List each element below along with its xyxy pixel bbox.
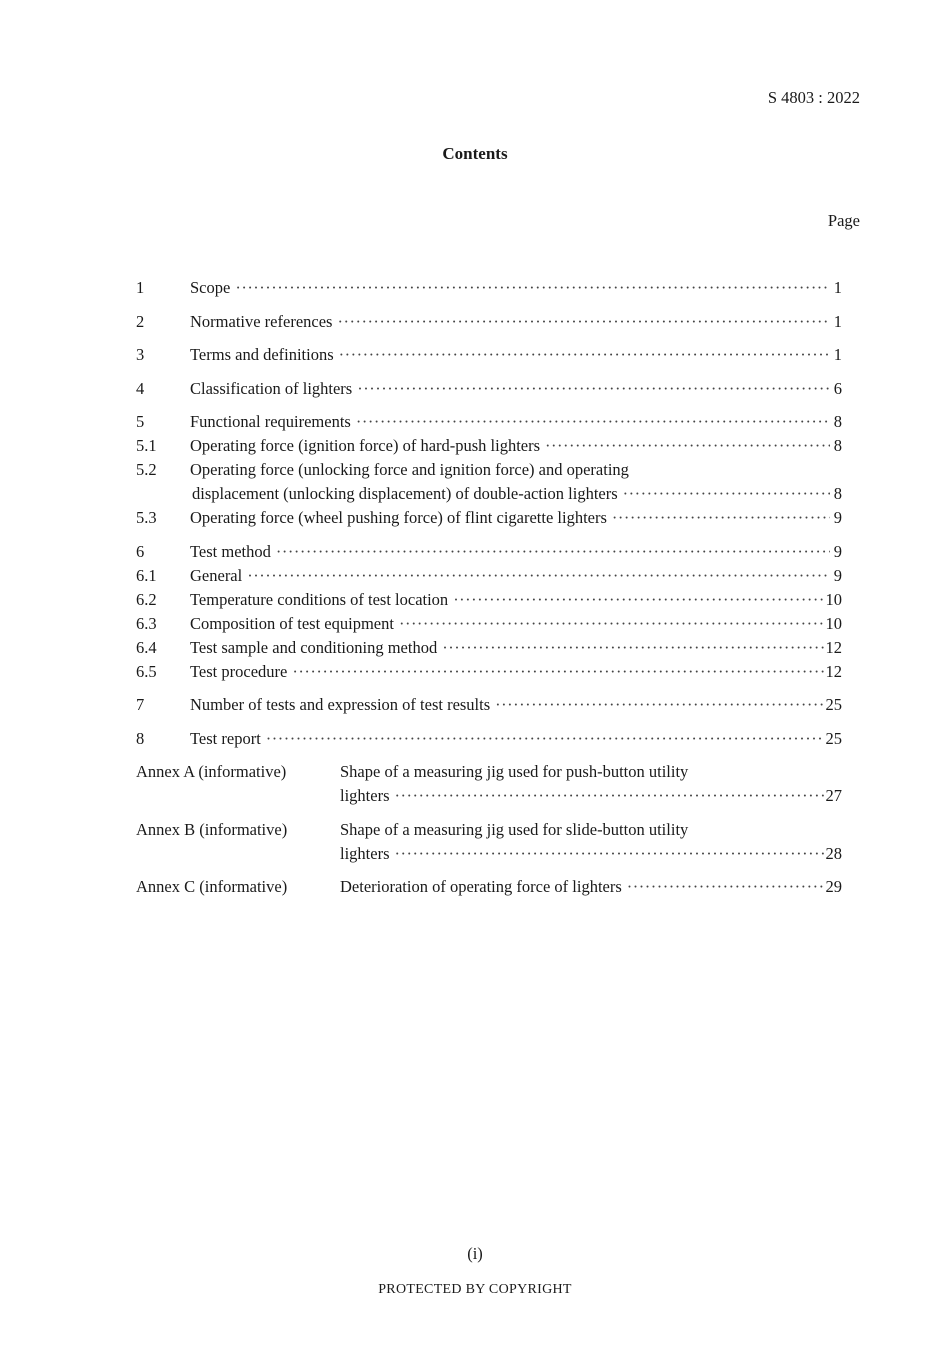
standard-number: S 4803 : 2022: [767, 88, 860, 107]
toc-entry-1[interactable]: [136, 276, 842, 300]
leader-dots: [442, 636, 823, 660]
toc-entry-5-1[interactable]: [136, 434, 842, 458]
toc-title: Operating force (ignition force) of hard-push lighters: [190, 436, 541, 455]
toc-number: 2: [136, 311, 145, 331]
toc-page: 8: [833, 436, 842, 455]
toc-title-continued: lighters: [340, 786, 390, 805]
toc-number: 6.4: [136, 637, 157, 657]
toc-number: 6.2: [136, 589, 157, 609]
table-of-contents: [136, 276, 842, 899]
toc-entry-6-3[interactable]: [136, 612, 842, 636]
leader-dots: [247, 564, 830, 588]
leader-dots: [356, 410, 830, 434]
toc-title: Deterioration of operating force of lighters: [340, 877, 622, 896]
toc-page: 29: [825, 877, 842, 896]
toc-title: Test method: [190, 541, 271, 561]
toc-title: Functional requirements: [190, 412, 351, 431]
toc-page: 12: [825, 661, 842, 681]
toc-page: 25: [825, 728, 842, 748]
toc-title: Composition of test equipment: [190, 613, 394, 633]
toc-number: 3: [136, 345, 145, 364]
toc-number: 1: [136, 278, 145, 297]
toc-page: 9: [833, 541, 842, 561]
leader-dots: [395, 784, 824, 808]
toc-title: Shape of a measuring jig used for slide-button utility: [340, 819, 689, 839]
toc-number: 5.3: [136, 508, 157, 527]
toc-title: General: [190, 565, 243, 585]
toc-page: 10: [825, 589, 842, 609]
toc-title: Terms and definitions: [190, 345, 334, 364]
page-folio: (i): [467, 1244, 483, 1263]
toc-title: Operating force (unlocking force and ignition force) and operating: [190, 460, 629, 479]
toc-page: 1: [833, 345, 842, 364]
toc-entry-6-5[interactable]: [136, 660, 842, 684]
copyright-notice: PROTECTED BY COPYRIGHT: [378, 1282, 572, 1297]
toc-title: Scope: [190, 278, 231, 297]
toc-number: 6: [136, 541, 145, 561]
toc-number: 7: [136, 695, 145, 714]
page-title: Contents: [442, 144, 508, 163]
toc-entry-2[interactable]: [136, 310, 842, 334]
toc-page: 27: [825, 786, 842, 805]
toc-number: 5.1: [136, 436, 157, 455]
toc-number: 5: [136, 412, 145, 431]
toc-entry-5[interactable]: [136, 410, 842, 434]
toc-entry-annex-b-continued[interactable]: [136, 842, 842, 866]
toc-title: Number of tests and expression of test results: [190, 695, 491, 714]
toc-page: 9: [833, 508, 842, 527]
toc-page: 8: [833, 484, 842, 503]
leader-dots: [495, 693, 823, 717]
toc-page: 1: [833, 278, 842, 297]
toc-number: 6.3: [136, 613, 157, 633]
leader-dots: [292, 660, 823, 684]
leader-dots: [337, 310, 830, 334]
toc-entry-annex-a[interactable]: [136, 760, 842, 784]
toc-entry-6-2[interactable]: [136, 588, 842, 612]
toc-entry-6-1[interactable]: [136, 564, 842, 588]
toc-number: 5.2: [136, 460, 157, 479]
annex-label: Annex B (informative): [136, 819, 288, 839]
toc-title: Classification of lighters: [190, 378, 353, 398]
toc-page: 9: [833, 565, 842, 585]
toc-title: Test report: [190, 728, 261, 748]
toc-title: Temperature conditions of test location: [190, 589, 449, 609]
toc-number: 8: [136, 728, 145, 748]
toc-entry-6[interactable]: [136, 540, 842, 564]
toc-entry-3[interactable]: [136, 343, 842, 367]
leader-dots: [339, 343, 830, 367]
toc-page: 6: [833, 378, 842, 398]
toc-title-continued: lighters: [340, 843, 390, 863]
toc-title-continued: displacement (unlocking displacement) of double-action lighters: [192, 484, 618, 503]
annex-label: Annex A (informative): [136, 762, 287, 781]
toc-page: 25: [825, 695, 842, 714]
leader-dots: [395, 842, 824, 866]
toc-page: 12: [825, 637, 842, 657]
toc-entry-annex-b[interactable]: [136, 818, 842, 842]
toc-entry-annex-a-continued[interactable]: [136, 784, 842, 808]
toc-page: 28: [825, 843, 842, 863]
toc-entry-4[interactable]: [136, 377, 842, 401]
toc-title: Test sample and conditioning method: [190, 637, 438, 657]
toc-entry-8[interactable]: [136, 727, 842, 751]
toc-number: 6.1: [136, 565, 157, 585]
leader-dots: [545, 434, 830, 458]
leader-dots: [612, 506, 830, 530]
toc-entry-5-3[interactable]: [136, 506, 842, 530]
toc-entry-annex-c[interactable]: [136, 875, 842, 899]
leader-dots: [235, 276, 830, 300]
annex-label: Annex C (informative): [136, 877, 288, 896]
toc-title: Shape of a measuring jig used for push-button utility: [340, 762, 689, 781]
toc-entry-5-2-continued[interactable]: [136, 482, 842, 506]
leader-dots: [453, 588, 823, 612]
leader-dots: [623, 482, 830, 506]
toc-title: Operating force (wheel pushing force) of flint cigarette lighters: [190, 508, 607, 527]
toc-page: 1: [833, 311, 842, 331]
toc-title: Normative references: [190, 311, 333, 331]
leader-dots: [627, 875, 824, 899]
leader-dots: [357, 377, 830, 401]
page-column-label: Page: [827, 211, 860, 230]
toc-number: 4: [136, 378, 145, 398]
toc-entry-7[interactable]: [136, 693, 842, 717]
toc-page: 10: [825, 613, 842, 633]
leader-dots: [266, 727, 824, 751]
leader-dots: [399, 612, 824, 636]
toc-page: 8: [833, 412, 842, 431]
toc-number: 6.5: [136, 661, 157, 681]
toc-entry-6-4[interactable]: [136, 636, 842, 660]
toc-entry-5-2[interactable]: [136, 458, 842, 482]
toc-title: Test procedure: [190, 661, 288, 681]
leader-dots: [276, 540, 830, 564]
